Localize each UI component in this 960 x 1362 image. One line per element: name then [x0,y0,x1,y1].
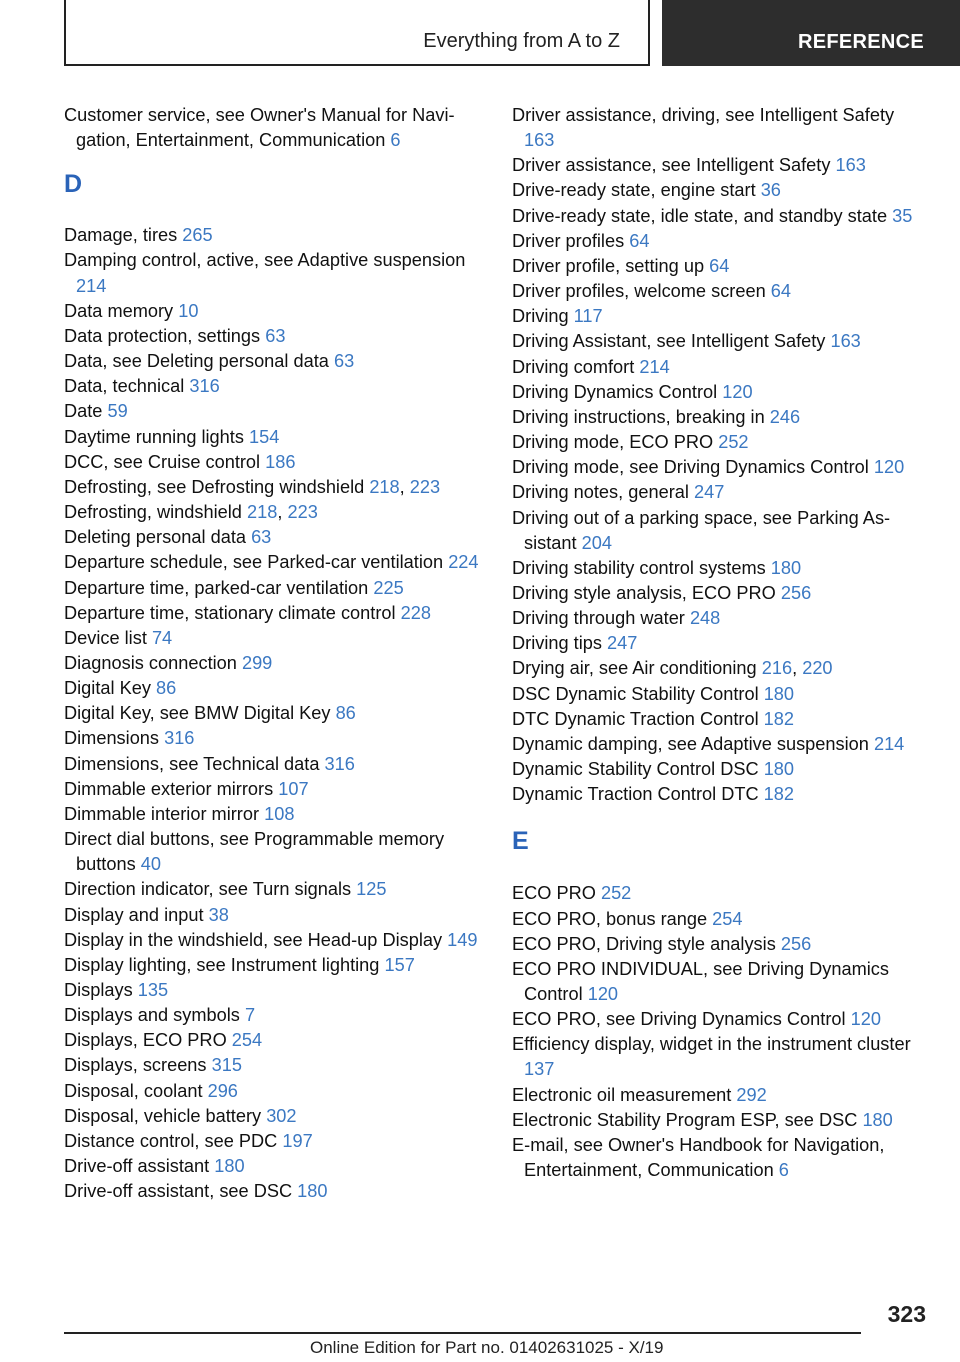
index-entry [512,782,922,807]
page-reference-link[interactable]: 256 [780,582,812,603]
index-column-right [512,103,922,1183]
page-reference-link[interactable]: 180 [763,683,795,704]
index-entry-text: Damage, tires [64,225,178,246]
index-entry-text: Disposal, vehicle battery [64,1105,262,1126]
page-reference-link[interactable]: 204 [581,532,612,553]
index-entry-text: DCC, see Cruise control [64,451,261,472]
page-reference-link[interactable]: 149 [447,929,478,950]
page-reference-link[interactable]: 182 [763,708,795,729]
index-entry [64,626,484,651]
index-entry [64,399,484,424]
index-entry [64,903,484,928]
index-entry-text: Deleting personal data [64,527,246,548]
page-reference-link[interactable]: 120 [850,1009,881,1030]
index-entry [512,304,922,329]
index-entry-text: Driving out of a parking space, see Parking Assistant [512,507,891,553]
page-reference-link[interactable]: 299 [241,652,273,673]
index-entry [512,254,922,279]
page-reference-link[interactable]: 180 [763,759,795,780]
page-reference-link[interactable]: 216 [761,658,793,679]
index-entry-text: ECO PRO, bonus range [512,908,708,929]
page-reference-link[interactable]: 224 [448,552,479,573]
index-entry-text: Displays [64,980,133,1000]
index-entry [64,550,484,575]
page-reference-link[interactable]: 214 [76,275,107,296]
page-reference-link[interactable]: 180 [770,557,802,578]
page-reference-link[interactable]: 180 [862,1109,893,1130]
footer-edition: Online Edition for Part no. 01402631025 - X/19 [310,1338,664,1357]
index-entry-text: Drive-ready state, idle state, and standby state [512,205,888,226]
index-entry [64,450,484,475]
index-entry [64,223,484,248]
index-entry [512,707,922,732]
index-entry [512,380,922,405]
index-column-left [64,103,484,1204]
index-entry [64,1003,484,1028]
index-entry [64,1053,484,1078]
index-entry [512,204,922,229]
index-entry [64,601,484,626]
page-reference-link[interactable]: 247 [607,633,638,654]
index-entry-text: Efficiency display, widget in the instrument cluster [512,1034,911,1055]
page-reference-link[interactable]: 220 [802,658,833,679]
index-entry-text: Driving stability control systems [512,557,766,578]
index-entry [512,103,922,153]
index-entry-text: DTC Dynamic Traction Control [512,708,759,729]
page-reference-link[interactable]: 256 [780,933,812,954]
page-reference-link[interactable]: 120 [722,381,753,402]
page-reference-link[interactable]: 7 [244,1005,256,1026]
page-reference-link[interactable]: 108 [264,803,295,824]
page-reference-link[interactable]: 36 [760,180,781,201]
page-reference-link[interactable]: 254 [712,908,743,929]
page-reference-link[interactable]: 38 [208,904,229,925]
index-entry [512,556,922,581]
index-entry-text: Direct dial buttons, see Programmable memory buttons [64,829,445,875]
page-reference-link[interactable]: 35 [892,205,913,226]
index-entry-text: Drive-ready state, engine start [512,180,756,201]
page-reference-link[interactable]: 180 [297,1181,328,1202]
page-reference-link[interactable]: 64 [770,281,791,302]
index-entry-text: ECO PRO [512,883,596,904]
index-entry: Drying air, see Air conditioning 216, 220 [512,658,833,679]
page-reference-link[interactable]: 316 [189,376,220,397]
page-reference-link[interactable]: 214 [639,356,670,377]
index-entry-text: ECO PRO, see Driving Dynamics Control [512,1009,846,1030]
index-entry-text: Dimensions, see Technical data [64,753,320,774]
index-entry-text: Dynamic Stability Control DSC [512,759,759,780]
index-entry-text: Dimensions [64,728,160,749]
header-frame [64,0,650,66]
index-entry [64,425,484,450]
index-entry-text: Dynamic damping, see Adaptive suspension [512,733,869,754]
index-entry-text: Driving mode, ECO PRO [512,432,714,453]
index-entry [512,606,922,631]
index-entry-text: Dimmable exterior mirrors [64,778,274,799]
index-entry-text: Departure time, parked-car ventilation [64,577,369,598]
index-entry-text: Digital Key [64,678,151,699]
index-entry [512,178,922,203]
index-entry-text: Driver assistance, driving, see Intelligent Safety [512,105,895,125]
page-reference-link[interactable]: 63 [251,527,272,548]
index-entry-text: Driving Assistant, see Intelligent Safety [512,331,826,352]
index-entry-text: Electronic Stability Program ESP, see DSC [512,1109,858,1130]
index-entry [64,928,484,953]
index-entry-text: Driving tips [512,633,602,654]
page-reference-link[interactable]: 137 [524,1059,555,1080]
index-entry [64,1028,484,1053]
page-reference-link[interactable]: 302 [266,1105,297,1126]
index-entry-text: Display in the windshield, see Head-up Display [64,929,443,950]
page-reference-link[interactable]: 292 [736,1084,767,1105]
index-entry [512,1133,922,1183]
index-entry [64,1079,484,1104]
index-entry [64,978,484,1003]
index-entry-text: Driver profiles, welcome screen [512,281,766,302]
index-entry-text: Driver profiles [512,230,625,251]
index-entry-text: Departure time, stationary climate control [64,602,396,623]
index-entry [64,248,484,298]
index-entry-text: Defrosting, see Defrosting windshield [64,476,365,497]
index-entry: Defrosting, see Defrosting windshield 218, 223 [64,476,441,497]
index-letter-heading: E [512,827,529,856]
index-entry [512,1083,922,1108]
page-reference-link[interactable]: 117 [573,306,603,327]
page-reference-link[interactable]: 214 [873,733,905,754]
index-entry [512,881,922,906]
index-entry [64,1154,484,1179]
page-reference-link[interactable]: 74 [151,627,173,648]
page-reference-link[interactable]: 252 [718,432,749,453]
page-reference-link[interactable]: 125 [356,879,387,900]
index-entry [512,153,922,178]
index-entry [64,701,484,726]
index-entry-text: Dimmable interior mirror [64,803,260,824]
index-entry [64,877,484,902]
page-reference-link[interactable]: 218 [247,502,278,523]
page-reference-link[interactable]: 10 [178,300,199,321]
index-entry-text: Displays, screens [64,1055,207,1076]
page-reference-link[interactable]: 135 [137,980,169,1000]
index-entry-text: Diagnosis connection [64,652,237,673]
page-number: 323 [887,1301,926,1327]
index-entry-text: Driving style analysis, ECO PRO [512,582,776,603]
page-reference-link[interactable]: 265 [182,225,213,246]
index-entry-text: Driving comfort [512,356,635,377]
index-entry [512,480,922,505]
index-entry-text: Dynamic Traction Control DTC [512,784,759,805]
index-entry [64,324,484,349]
index-entry-text: ECO PRO, Driving style analysis [512,933,776,954]
page-reference-link[interactable]: 6 [390,130,401,151]
index-entry-text: Drive-off assistant [64,1156,210,1177]
index-entry [64,802,484,827]
index-entry-text: E-mail, see Owner's Handbook for Navigation, Entertainment, Communication [512,1134,885,1181]
index-entry [512,682,922,707]
index-entry-text: Displays and symbols [64,1005,240,1026]
page-reference-link[interactable]: 157 [384,954,415,975]
index-entry [64,777,484,802]
page-reference-link[interactable]: 63 [265,325,286,346]
index-entry-text: Disposal, coolant [64,1080,203,1101]
index-entry [512,631,922,656]
index-entry-text: Driving Dynamics Control [512,381,718,402]
index-entry-text: DSC Dynamic Stability Control [512,683,759,704]
index-entry [512,229,922,254]
page-reference-link[interactable]: 63 [333,351,355,372]
index-entry-text: Digital Key, see BMW Digital Key [64,703,331,724]
index-entry-text: Driving through water [512,608,685,629]
index-entry-text: Driving notes, general [512,482,689,503]
index-entry-text: Data memory [64,300,174,321]
section-tab: REFERENCE [662,0,960,66]
index-entry [512,1032,922,1082]
index-entry [512,732,922,757]
header-title: Everything from A to Z [423,30,620,52]
index-entry [64,651,484,676]
index-entry-text: Drive-off assistant, see DSC [64,1181,293,1202]
page-reference-link[interactable]: 120 [587,984,619,1004]
index-entry-text: Data protection, settings [64,325,261,346]
index-entry-text: Device list [64,627,147,648]
index-entry-text: Daytime running lights [64,426,244,447]
page-reference-link[interactable]: 315 [211,1055,242,1076]
index-entry [64,1179,484,1204]
index-entry [512,506,922,556]
page-reference-link[interactable]: 296 [207,1080,238,1101]
index-entry-text: Data, see Deleting personal data [64,351,329,372]
index-entry [512,957,922,1007]
page-reference-link[interactable]: 228 [400,602,431,623]
index-entry-text: Direction indicator, see Turn signals [64,879,352,900]
index-entry [512,581,922,606]
index-entry [64,299,484,324]
index-entry-text: Display and input [64,904,204,925]
index-entry-text: Damping control, active, see Adaptive suspension [64,250,466,271]
index-entry-text: Electronic oil measurement [512,1084,732,1105]
page-reference-link[interactable]: 86 [156,678,177,699]
page-reference-link[interactable]: 86 [335,703,356,724]
page-reference-link[interactable]: 154 [249,426,280,447]
index-entry [64,103,484,153]
page-reference-link[interactable]: 252 [600,883,632,904]
page-reference-link[interactable]: 64 [709,255,730,276]
page-reference-link[interactable]: 163 [835,155,866,176]
page-reference-link[interactable]: 246 [769,406,801,427]
index-entry [64,525,484,550]
index-entry [64,953,484,978]
page-reference-link[interactable]: 247 [693,482,725,503]
index-entry [512,355,922,380]
page-reference-link[interactable]: 218 [369,476,400,497]
index-entry [512,455,922,480]
index-entry [64,676,484,701]
index-entry [64,1129,484,1154]
index-entry-text: Distance control, see PDC [64,1130,278,1151]
page-reference-link[interactable]: 316 [324,753,355,774]
index-entry-text: Drying air, see Air conditioning [512,658,757,679]
page-reference-link[interactable]: 40 [140,854,161,875]
index-entry-text: Departure schedule, see Parked-car ventilation [64,552,444,573]
index-entry [64,349,484,374]
page-reference-link[interactable]: 254 [231,1030,263,1051]
index-entry-text: ECO PRO INDIVIDUAL, see Driving Dynamics Control [512,958,889,1004]
index-entry-text: Date [64,401,103,422]
index-entry [512,1007,922,1032]
page-reference-link[interactable]: 186 [265,451,296,472]
index-entry [512,430,922,455]
index-entry-text: Driving instructions, breaking in [512,406,765,427]
page-reference-link[interactable]: 223 [287,502,318,523]
page-header [64,0,960,66]
page-reference-link[interactable]: 248 [689,608,721,629]
index-letter-heading: D [64,170,83,199]
index-entry [64,1104,484,1129]
index-entry [64,752,484,777]
index-entry [512,932,922,957]
footer-divider [64,1332,861,1334]
page-reference-link[interactable]: 59 [107,401,128,422]
index-entry-text: Displays, ECO PRO [64,1030,227,1051]
index-entry [512,757,922,782]
index-entry-text: Driving mode, see Driving Dynamics Control [512,457,869,478]
index-entry: Defrosting, windshield 218, 223 [64,502,318,523]
index-entry-text: Data, technical [64,376,185,397]
page-reference-link[interactable]: 163 [524,130,555,151]
index-entry-text: Driver profile, setting up [512,255,705,276]
index-entry [64,374,484,399]
page-reference-link[interactable]: 180 [214,1156,245,1177]
page-reference-link[interactable]: 120 [873,457,905,478]
index-entry [512,1108,922,1133]
index-entry [64,726,484,751]
index-entry-text: Customer service, see Owner's Manual for Navigation, Entertainment, Communication [64,105,455,151]
index-entry [512,907,922,932]
page-reference-link[interactable]: 182 [763,784,795,805]
index-entry-text: Defrosting, windshield [64,502,242,523]
index-entry [64,827,484,877]
index-entry [512,329,922,354]
index-entry [512,279,922,304]
index-entry-text: Display lighting, see Instrument lighting [64,954,380,975]
index-entry [64,576,484,601]
page-reference-link[interactable]: 6 [778,1160,789,1181]
page-reference-link[interactable]: 163 [830,331,861,352]
page-reference-link[interactable]: 107 [278,778,309,799]
index-entry-text: Driving [512,306,569,327]
page-reference-link[interactable]: 223 [409,476,441,497]
page-reference-link[interactable]: 316 [164,728,195,749]
index-entry [512,405,922,430]
page-reference-link[interactable]: 225 [373,577,404,598]
page-reference-link[interactable]: 197 [282,1130,313,1151]
index-entry-text: Driver assistance, see Intelligent Safety [512,155,831,176]
page-reference-link[interactable]: 64 [629,230,650,251]
